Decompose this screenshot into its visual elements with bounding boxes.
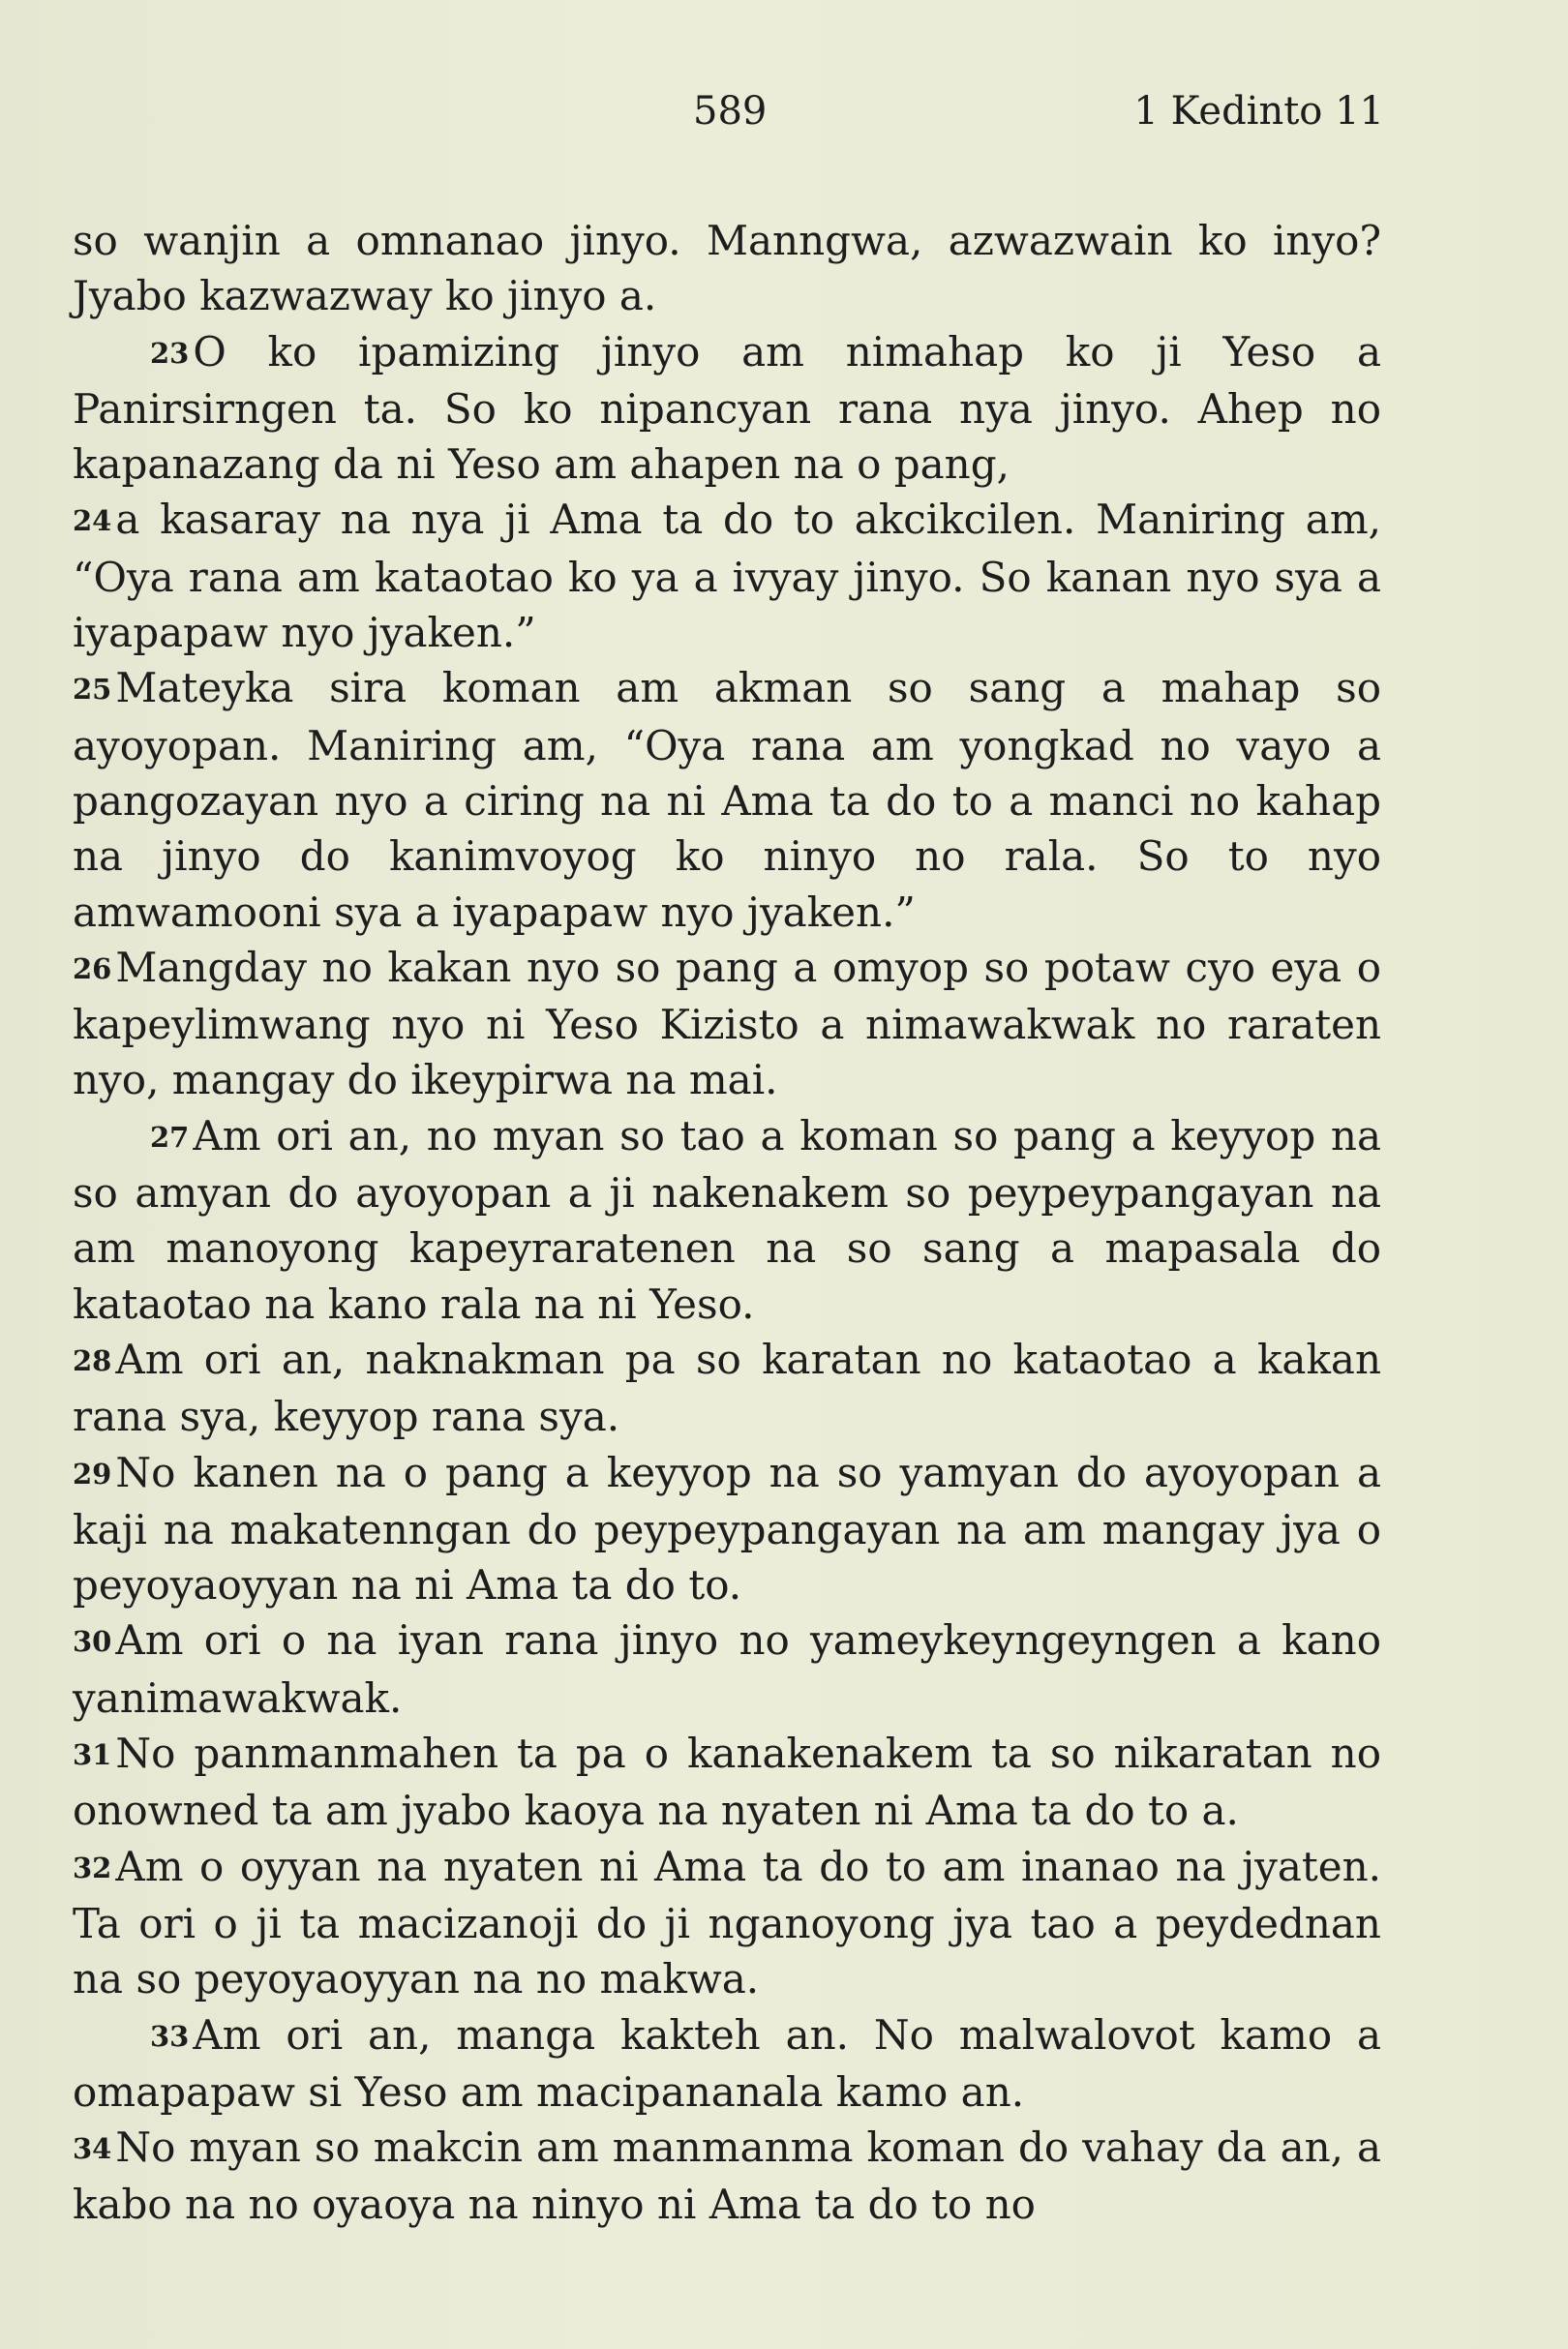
verse-text: Am o oyyan na nyaten ni Ama ta do to am inanao na jyaten. Ta ori o ji ta macizanoji do ji nganoyong jya tao a peydednan na so peyoyaoyyan na no makwa. bbox=[73, 1842, 1381, 2003]
verse-text: O ko ipamizing jinyo am nimahap ko ji Yeso a Panirsirngen ta. So ko nipancyan rana nya jinyo. Ahep no kapanazang da ni Yeso am ahapen na o pang, bbox=[73, 327, 1381, 489]
verse-27 bbox=[73, 1108, 1381, 1332]
verse-number: 30 bbox=[73, 1625, 112, 1659]
verse-number: 25 bbox=[73, 673, 112, 707]
verse-text: Am ori an, manga kakteh an. No malwalovot kamo a omapapaw si Yeso am macipananala kamo an. bbox=[73, 2010, 1381, 2116]
verse-text: No kanen na o pang a keyyop na so yamyan do ayoyopan a kaji na makatenngan do peypeypangayan na am mangay jya o peyoyaoyyan na ni Ama ta do to. bbox=[73, 1448, 1381, 1610]
verse-30 bbox=[73, 1612, 1381, 1726]
verse-34 bbox=[73, 2120, 1381, 2233]
verse-33 bbox=[73, 2007, 1381, 2121]
verse-25 bbox=[73, 660, 1381, 939]
verse-number: 24 bbox=[73, 504, 112, 538]
verse-number: 32 bbox=[73, 1851, 112, 1884]
verse-text: a kasaray na nya ji Ama ta do to akcikcilen. Maniring am, “Oya rana am kataotao ko ya a ivyay jinyo. So kanan nyo sya a iyapapaw nyo jyaken.” bbox=[73, 496, 1381, 657]
verse-number: 28 bbox=[73, 1343, 112, 1377]
verse-24 bbox=[73, 492, 1381, 660]
opening-paragraph: so wanjin a omnanao jinyo. Manngwa, azwazwain ko inyo? Jyabo kazwazway ko jinyo a. bbox=[73, 217, 1381, 320]
verse-number: 33 bbox=[150, 2019, 190, 2053]
verse-31 bbox=[73, 1726, 1381, 1839]
verse-text: Am ori an, naknakman pa so karatan no kataotao a kakan rana sya, keyyop rana sya. bbox=[73, 1335, 1381, 1441]
page-number: 589 bbox=[693, 89, 768, 134]
verse-number: 26 bbox=[73, 951, 112, 985]
verse-text: Mateyka sira koman am akman so sang a mahap so ayoyopan. Maniring am, “Oya rana am yongkad no vayo a pangozayan nyo a ciring na ni Ama ta do to a manci no kahap na jinyo do kanimvoyog ko ninyo no rala. So to nyo amwamooni sya a iyapapaw nyo jyaken.” bbox=[73, 664, 1381, 936]
verse-23 bbox=[73, 324, 1381, 493]
verse-number: 23 bbox=[150, 336, 190, 370]
verse-text: No panmanmahen ta pa o kanakenakem ta so nikaratan no onowned ta am jyabo kaoya na nyaten ni Ama ta do to a. bbox=[73, 1730, 1381, 1835]
verse-number: 29 bbox=[73, 1457, 112, 1491]
verse-28 bbox=[73, 1332, 1381, 1445]
verse-29 bbox=[73, 1445, 1381, 1613]
verse-text: Am ori an, no myan so tao a koman so pang a keyyop na so amyan do ayoyopan a ji nakenakem so peypeypangayan na am manoyong kapeyraratenen na so sang a mapasala do kataotao na kano rala na ni Yeso. bbox=[73, 1111, 1381, 1328]
scripture-text bbox=[73, 213, 1381, 2233]
verse-26 bbox=[73, 940, 1381, 1108]
verse-number: 31 bbox=[73, 1738, 112, 1772]
running-head: 1 Kedinto 11 bbox=[1133, 89, 1384, 134]
verse-text: Am ori o na iyan rana jinyo no yameykeyngeyngen a kano yanimawakwak. bbox=[73, 1616, 1381, 1722]
verse-text: No myan so makcin am manmanma koman do vahay da an, a kabo na no oyaoya na ninyo ni Ama ta do to no bbox=[73, 2123, 1381, 2229]
verse-number: 27 bbox=[150, 1120, 190, 1154]
page-header bbox=[0, 89, 1568, 147]
verse-text: Mangday no kakan nyo so pang a omyop so potaw cyo eya o kapeylimwang nyo ni Yeso Kizisto a nimawakwak no raraten nyo, mangay do ikeypirwa na mai. bbox=[73, 943, 1381, 1104]
verse-number: 34 bbox=[73, 2132, 112, 2166]
verse-32 bbox=[73, 1839, 1381, 2007]
